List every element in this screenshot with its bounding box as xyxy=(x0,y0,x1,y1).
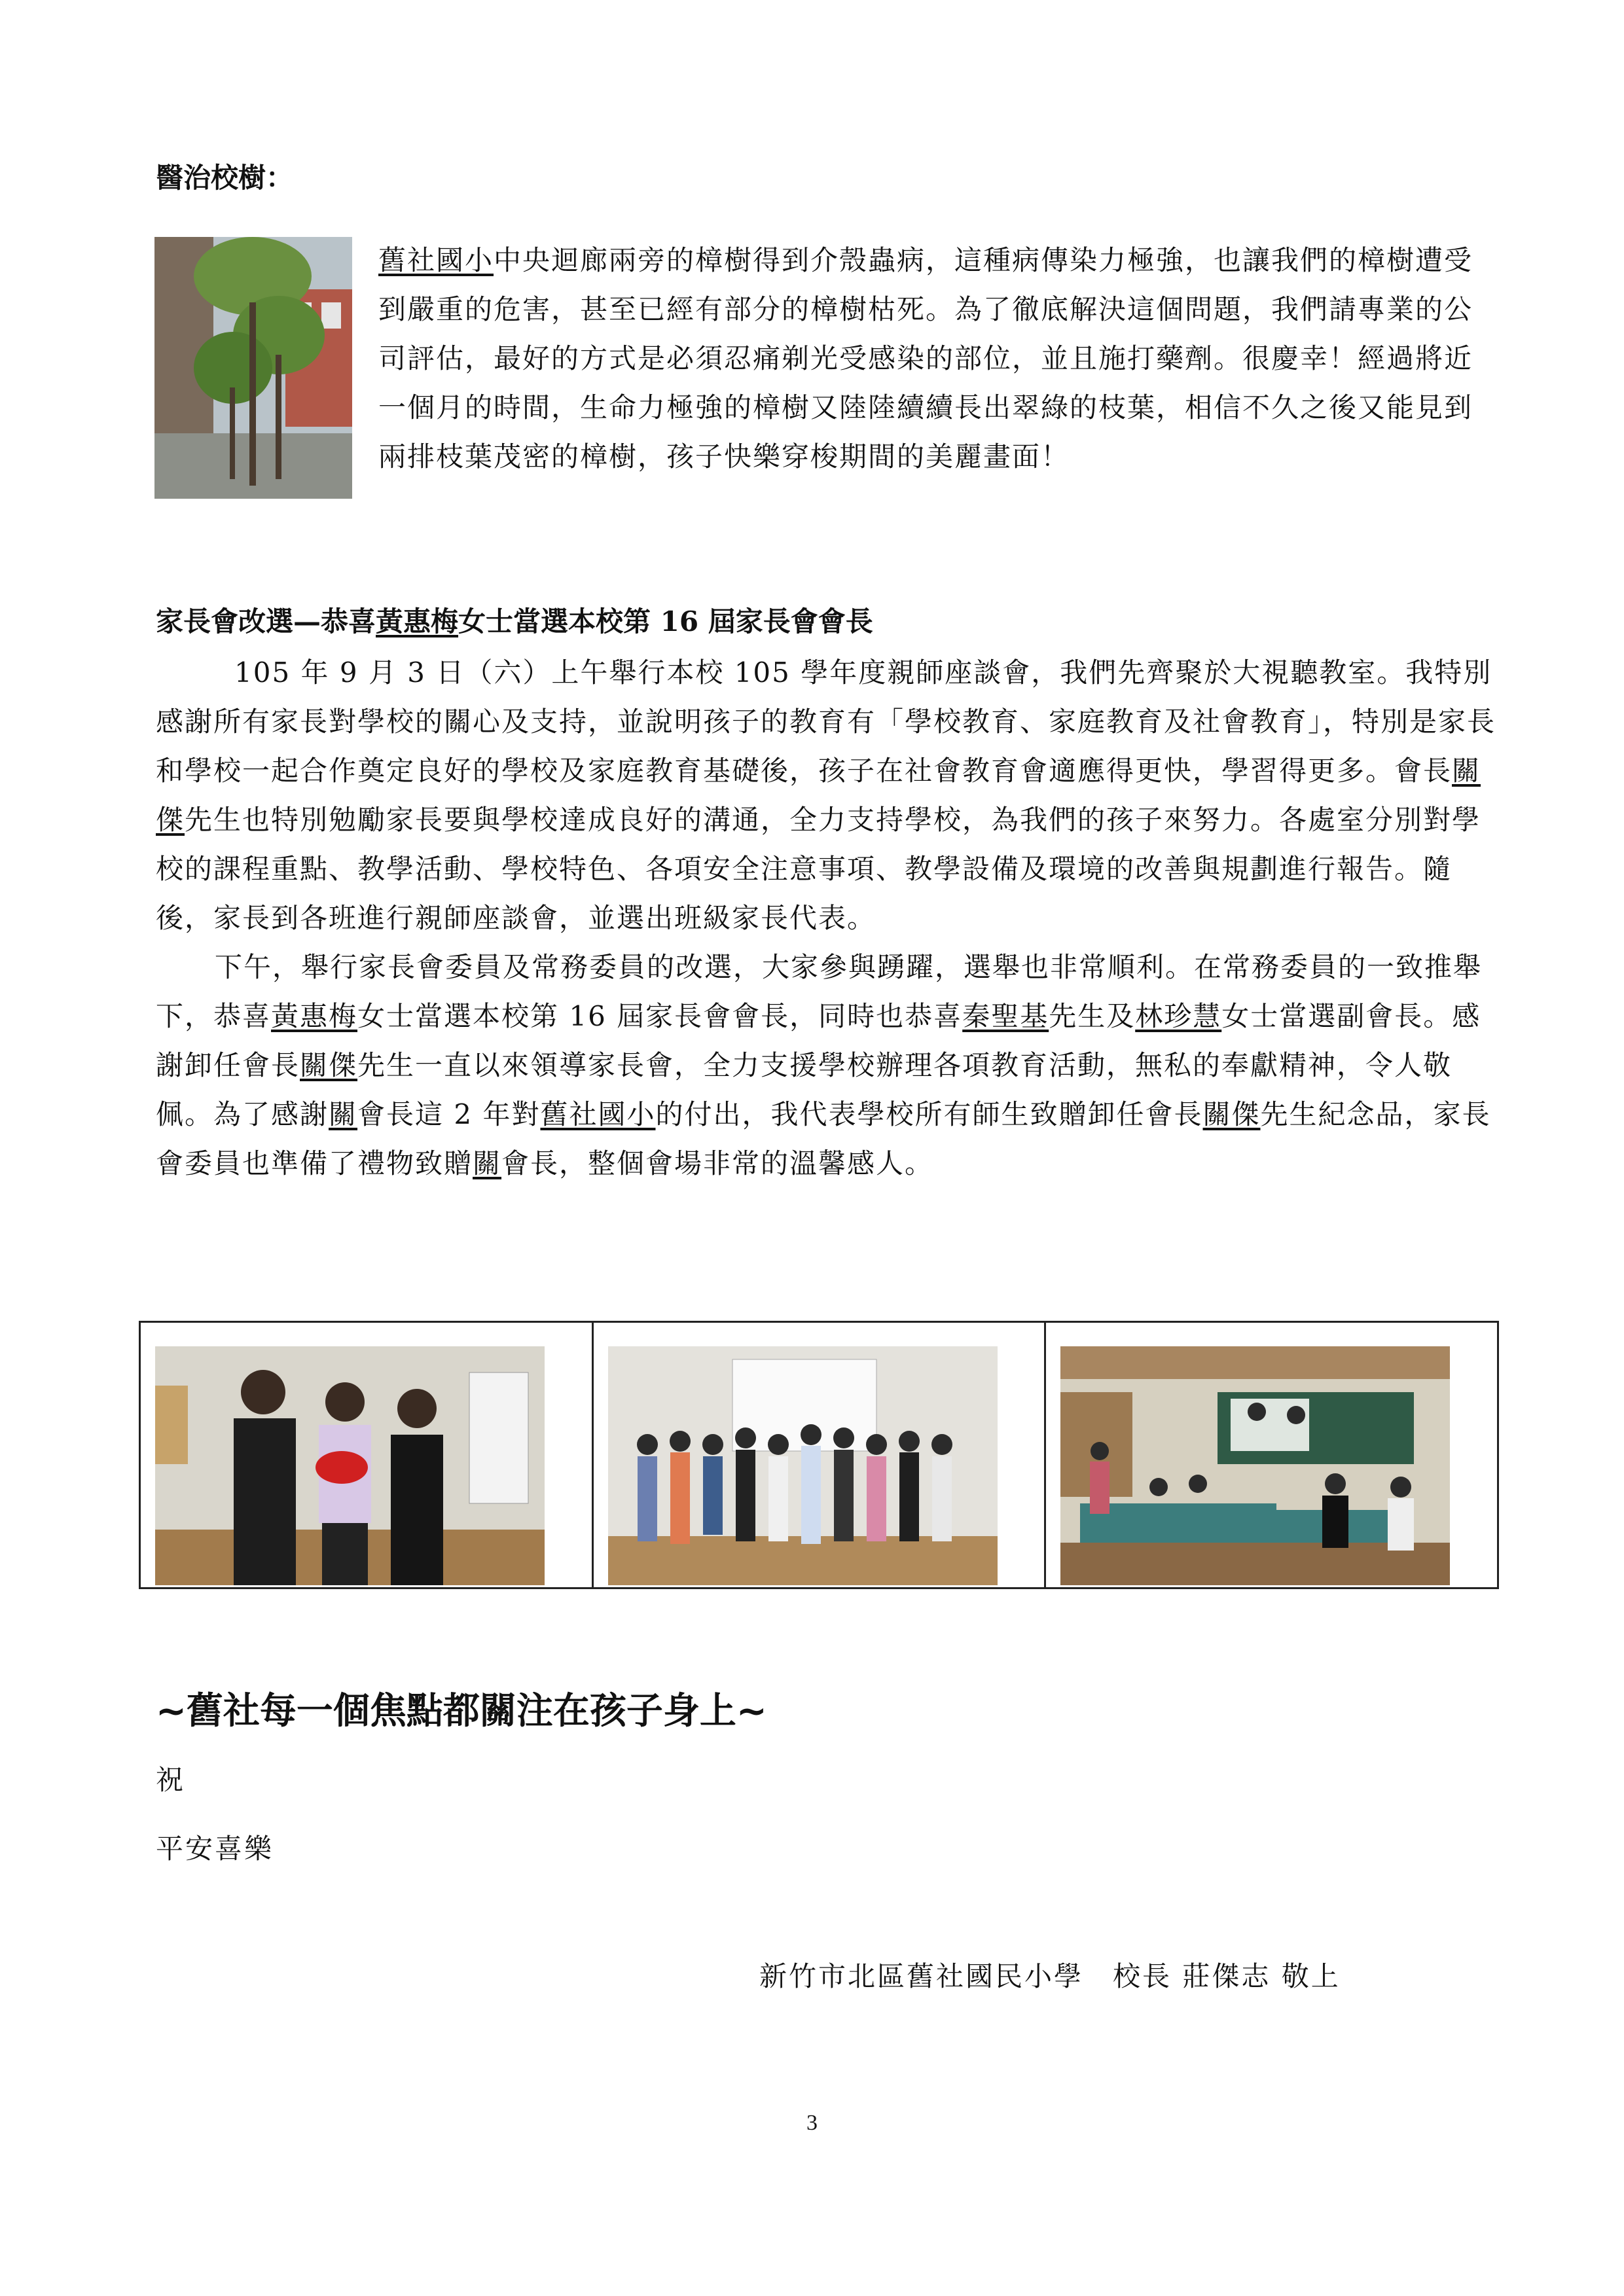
underlined-name: 關傑 xyxy=(1202,1098,1261,1130)
page-number: 3 xyxy=(806,2111,818,2135)
underlined-name: 關 xyxy=(329,1098,358,1130)
section-title-parent-election xyxy=(156,602,873,641)
text-run: 女士當選本校第 16 屆家長會會長 xyxy=(458,605,873,637)
closing-wish: 平安喜樂 xyxy=(156,1833,274,1865)
event-photo-grid xyxy=(139,1321,1499,1589)
text-run: 女士當選副會長。感謝卸任會長 xyxy=(156,1000,1481,1081)
closing-greeting: 祝 xyxy=(156,1764,186,1796)
underlined-name: 林珍慧 xyxy=(1135,1000,1222,1032)
afternoon-election-paragraph xyxy=(156,942,1499,1188)
classroom-meeting-photo xyxy=(1060,1346,1450,1585)
text-run: 先生也特別勉勵家長要與學校達成良好的溝通，全力支持學校，為我們的孩子來努力。各處室分別對學校的課程重點、教學活動、學校特色、各項安全注意事項、教學設備及環境的改善與規劃進行報告。隨後，家長到各班進行親師座談會，並選出班級家長代表。 xyxy=(156,804,1481,934)
text-run: 下午，舉行家長會委員及常務委員的改選，大家參與踴躍，選舉也非常順利。在常務委員的一致推舉下，恭喜 xyxy=(156,951,1483,1032)
underlined-name: 黃惠梅 xyxy=(376,605,459,637)
photo-cell-gift xyxy=(141,1323,594,1587)
text-run: 105 年 9 月 3 日（六）上午舉行本校 105 學年度親師座談會，我們先齊聚於大視聽教室。我特別感謝所有家長對學校的關心及支持，並說明孩子的教育有「學校教育、家庭教育及社會教育」，特別是家長和學校一起合作奠定良好的學校及家庭教育基礎後，孩子在社會教育會適應得更快，學習得更多。會長 xyxy=(156,656,1496,787)
tree-care-paragraph xyxy=(378,236,1499,481)
gift-presentation-photo xyxy=(155,1346,545,1585)
parent-meeting-article xyxy=(156,648,1499,1188)
text-run: 先生及 xyxy=(1049,1000,1136,1032)
underlined-name: 關傑 xyxy=(156,755,1481,836)
photo-cell-classroom xyxy=(1046,1323,1497,1587)
text-run: 的付出，我代表學校所有師生致贈卸任會長 xyxy=(655,1098,1203,1130)
text-run: 中央迴廊兩旁的樟樹得到介殼蟲病，這種病傳染力極強，也讓我們的樟樹遭受到嚴重的危害，甚至已經有部分的樟樹枯死。為了徹底解決這個問題，我們請專業的公司評估，最好的方式是必須忍痛剃光受感染的部位，並且施打藥劑。很慶幸！經過將近一個月的時間，生命力極強的樟樹又陸陸續續長出翠綠的枝葉，相信不久之後又能見到兩排枝葉茂密的樟樹，孩子快樂穿梭期間的美麗畫面！ xyxy=(378,244,1473,473)
underlined-name: 舊社國小 xyxy=(540,1098,656,1130)
camphor-tree-photo xyxy=(154,237,352,499)
text-run: 會長，整個會場非常的溫馨感人。 xyxy=(501,1147,934,1179)
underlined-name: 舊社國小 xyxy=(378,244,494,276)
text-run: 先生一直以來領導家長會，全力支援學校辦理各項教育活動，無私的奉獻精神，令人敬佩。為了感謝 xyxy=(156,1049,1453,1130)
text-run: 會長這 2 年對 xyxy=(357,1098,541,1130)
text-run: 先生紀念品，家長會委員也準備了禮物致贈 xyxy=(156,1098,1491,1179)
underlined-name: 秦聖基 xyxy=(962,1000,1049,1032)
principal-signature: 新竹市北區舊社國民小學 校長 莊傑志 敬上 xyxy=(759,1960,1341,1992)
photo-cell-group xyxy=(594,1323,1047,1587)
text-run: 家長會改選—恭喜 xyxy=(156,605,376,637)
underlined-name: 黃惠梅 xyxy=(271,1000,358,1032)
underlined-name: 關傑 xyxy=(300,1049,358,1081)
underlined-name: 關 xyxy=(473,1147,502,1179)
school-slogan: ~舊社每一個焦點都關注在孩子身上~ xyxy=(156,1690,767,1732)
group-photo xyxy=(608,1346,998,1585)
text-run: 女士當選本校第 16 屆家長會會長，同時也恭喜 xyxy=(357,1000,963,1032)
section-title-tree-care: 醫治校樹： xyxy=(156,162,294,194)
morning-session-paragraph xyxy=(156,648,1499,942)
